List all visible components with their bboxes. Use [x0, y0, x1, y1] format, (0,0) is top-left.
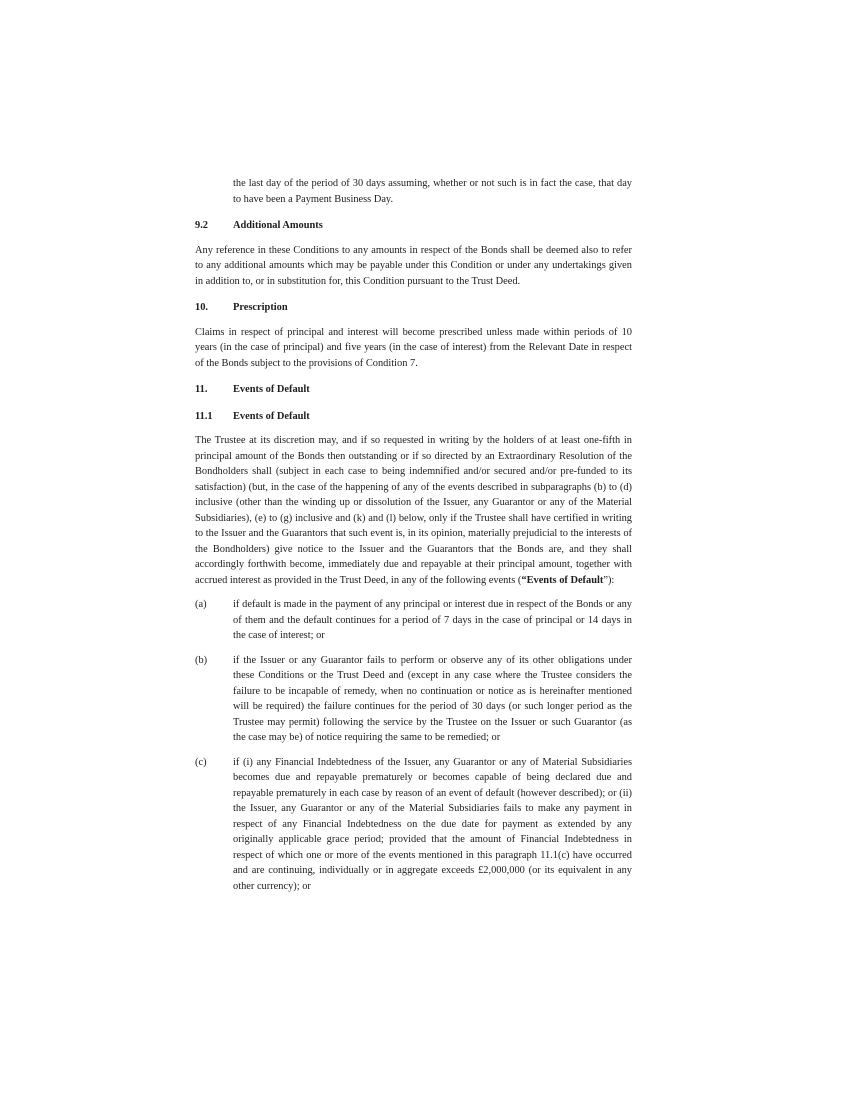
- page-body: [195, 176, 632, 894]
- list-item-label: (b): [195, 654, 208, 666]
- list-item-text: if (i) any Financial Indebtedness of the Issuer, any Guarantor or any of Material Subsidiaries becomes due and repayable prematurely or becomes capable of being declared due and repayable prematurely in each case by reason of an event of default (however described); or (ii) the Issuer, any Guarantor or any of the Material Subsidiaries fails to make any payment in respect of any Financial Indebtedness on the due date for payment as extended by any originally applicable grace period; provided that the amount of Financial Indebtedness in respect of which one or more of the events mentioned in this paragraph 11.1(c) have occurred and are continuing, individually or in aggregate exceeds £2,000,000 (or its equivalent in any other currency); or: [233, 756, 632, 892]
- list-item-label: (a): [195, 599, 207, 610]
- heading-11: [195, 382, 632, 398]
- heading-title: Events of Default: [233, 410, 310, 422]
- paragraph-additional-amounts: Any reference in these Conditions to any amounts in respect of the Bonds shall be deemed also to refer to any additional amounts which may be payable under this Condition or under any undertakings given in addition to, or in substitution for, this Condition pursuant to the Trust Deed.: [195, 244, 632, 287]
- paragraph-events-of-default: [195, 433, 632, 588]
- heading-number: 11.1: [195, 410, 213, 422]
- heading-9-2: [195, 218, 632, 234]
- heading-11-1: [195, 409, 632, 425]
- paragraph-text-end: ”):: [603, 574, 615, 586]
- heading-title: Prescription: [233, 302, 288, 313]
- list-item-label: (c): [195, 756, 207, 768]
- heading-10: [195, 300, 632, 316]
- list-item-text: if the Issuer or any Guarantor fails to perform or observe any of its other obligations under these Conditions or the Trust Deed and (except in any case where the Trustee considers the failure to be incapable of remedy, when no continuation or notice as is hereinafter mentioned will be required) the failure continues for the period of 30 days (or such longer period as the Trustee may permit) following the service by the Trustee on the Issuer or such Guarantor (as the case may be) of notice requiring the same to be remedied; or: [233, 654, 632, 743]
- heading-number: 11.: [195, 384, 208, 395]
- list-item-b: [195, 653, 632, 746]
- paragraph-text: The Trustee at its discretion may, and if so requested in writing by the holders of at least one-fifth in principal amount of the Bonds then outstanding or if so directed by an Extraordinary Resolution of the Bondholders shall (subject in each case to being indemnified and/or secured and/or pre-funded to its satisfaction) (but, in the case of the happening of any of the events described in subparagraphs (b) to (d) inclusive (other than the winding up or dissolution of the Issuer, any Guarantor or any of the Material Subsidiaries), (e) to (g) inclusive and (k) and (l) below, only if the Trustee shall have certified in writing to the Issuer and the Guarantors that such event is, in its opinion, materially prejudicial to the interests of the Bondholders) give notice to the Issuer and the Guarantors that the Bonds are, and they shall accordingly forthwith become, immediately due and repayable at their principal amount, together with accrued interest as provided in the Trust Deed, in any of the following events (: [195, 435, 632, 586]
- list-item-c: [195, 755, 632, 895]
- paragraph-prescription: Claims in respect of principal and interest will become prescribed unless made within periods of 10 years (in the case of principal) and five years (in the case of interest) from the Relevant Date in respect of the Bonds subject to the provisions of Condition 7.: [195, 326, 632, 369]
- continuation-paragraph: the last day of the period of 30 days assuming, whether or not such is in fact the case, that day to have been a Payment Business Day.: [233, 178, 632, 205]
- heading-title: Additional Amounts: [233, 220, 323, 231]
- heading-number: 9.2: [195, 220, 208, 231]
- heading-title: Events of Default: [233, 384, 310, 395]
- list-item-a: [195, 597, 632, 644]
- defined-term: “Events of Default: [521, 574, 604, 586]
- list-item-text: if default is made in the payment of any principal or interest due in respect of the Bonds or any of them and the default continues for a period of 7 days in the case of principal or 14 days in the case of interest; or: [233, 599, 632, 641]
- heading-number: 10.: [195, 302, 208, 313]
